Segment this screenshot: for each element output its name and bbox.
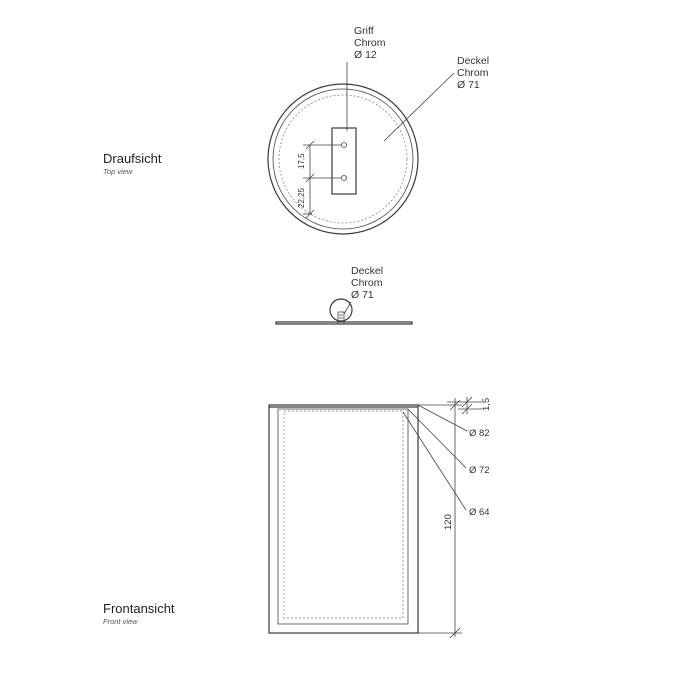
dim-120-label: 120 bbox=[443, 514, 454, 530]
dim-64-leader bbox=[403, 412, 466, 510]
top-view-subtitle: Top view bbox=[103, 167, 133, 176]
dim-1-5-label: 1,5 bbox=[481, 397, 492, 411]
handle-plate bbox=[332, 128, 356, 194]
lid-inner-circle bbox=[273, 89, 413, 229]
front-view-title: Frontansicht bbox=[103, 601, 175, 616]
top-view bbox=[103, 25, 489, 234]
deckel-label-line1: Deckel bbox=[457, 55, 490, 67]
dim-22-25-label: 22,25 bbox=[297, 187, 306, 208]
container-insert-hidden bbox=[284, 411, 403, 618]
griff-label-line2: Chrom bbox=[354, 37, 386, 49]
side-deckel-label-line3: Ø 71 bbox=[351, 289, 374, 301]
griff-label-line3: Ø 12 bbox=[354, 49, 377, 61]
container-inner-wall bbox=[278, 409, 408, 624]
dim-82-label: Ø 82 bbox=[469, 428, 490, 439]
dim-17-5-label: 17,5 bbox=[297, 153, 306, 169]
top-view-title: Draufsicht bbox=[103, 151, 162, 166]
front-view-subtitle: Front view bbox=[103, 617, 138, 626]
deckel-label-line2: Chrom bbox=[457, 67, 489, 79]
side-deckel-label-line1: Deckel bbox=[351, 265, 384, 277]
lid-outer-circle bbox=[268, 84, 418, 234]
griff-label-line1: Griff bbox=[354, 25, 374, 37]
dim-64-label: Ø 64 bbox=[469, 507, 490, 518]
container-outer-wall bbox=[269, 405, 418, 633]
side-deckel-label-line2: Chrom bbox=[351, 277, 383, 289]
handle-hole-bottom bbox=[342, 176, 347, 181]
dim-72-leader bbox=[408, 409, 466, 468]
deckel-label-line3: Ø 71 bbox=[457, 79, 480, 91]
dim-72-label: Ø 72 bbox=[469, 465, 490, 476]
side-view bbox=[276, 265, 412, 324]
deckel-leader-line bbox=[384, 73, 454, 141]
front-view bbox=[103, 397, 492, 638]
handle-hole-top bbox=[342, 143, 347, 148]
